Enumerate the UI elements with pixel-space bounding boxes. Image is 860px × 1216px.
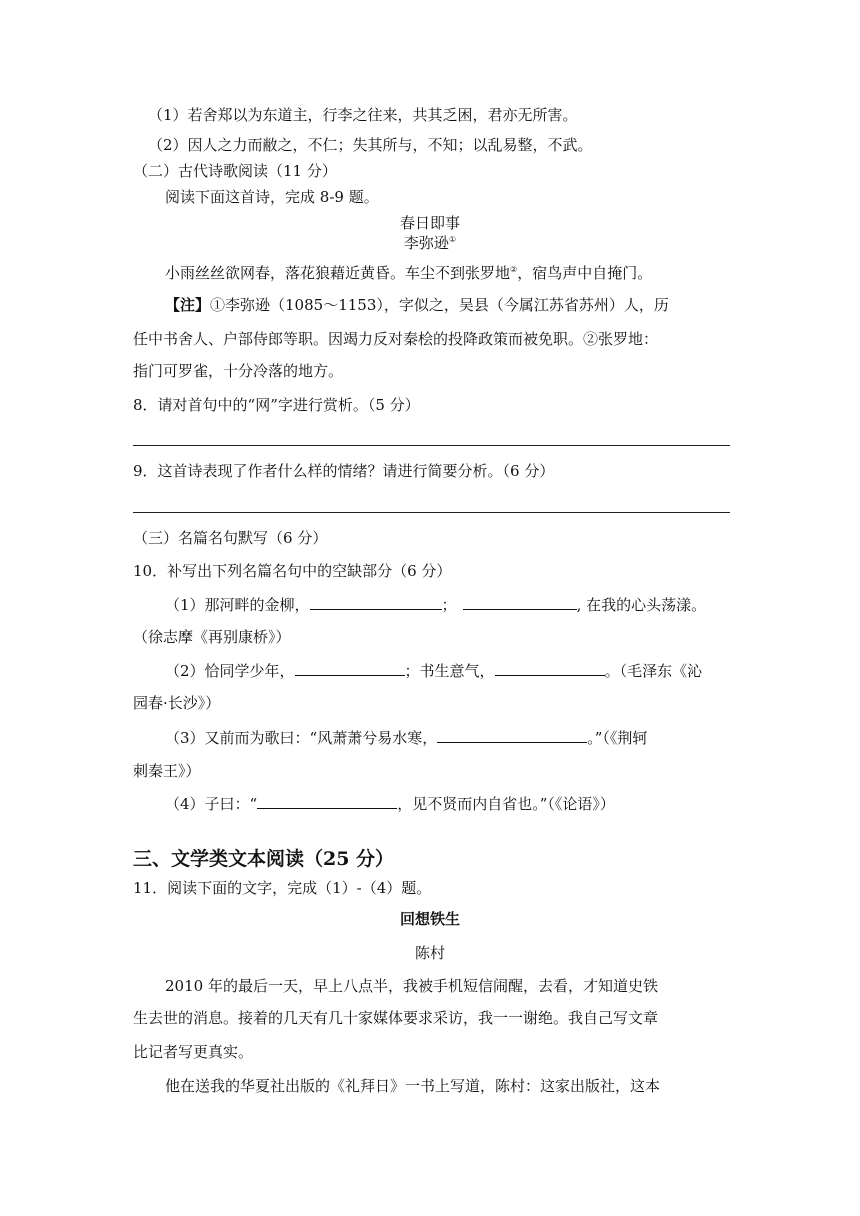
item1-sep: ； [441, 596, 457, 614]
translation-item-2: （2）因人之力而敝之，不仁；失其所与，不知；以乱易整，不武。 [148, 136, 593, 154]
answer-line-q9[interactable] [133, 512, 730, 513]
answer-line-q8[interactable] [133, 445, 730, 446]
footnote-marker-2: ② [510, 265, 518, 274]
blank-1b[interactable] [463, 595, 577, 610]
blank-3[interactable] [437, 728, 587, 743]
item2-suffix: 。（毛泽东《沁 [604, 662, 703, 680]
note-text-1: ①李弥逊（1085～1153），字似之，吴县（今属江苏省苏州）人，历 [210, 296, 669, 314]
recitation-item-2 [165, 660, 702, 682]
recitation-item-3 [165, 727, 647, 749]
paragraph-1-line-2: 生去世的消息。接着的几天有几十家媒体要求采访，我一一谢绝。我自己写文章 [133, 1009, 659, 1027]
item4-prefix: （4）子曰：“ [165, 795, 258, 813]
paragraph-1-line-3: 比记者写更真实。 [133, 1043, 254, 1061]
item3-source: 刺秦王》） [133, 762, 201, 780]
question-11: 11．阅读下面的文字，完成（1）-（4）题。 [133, 879, 432, 897]
item2-source: 园春·长沙》） [133, 694, 221, 712]
blank-2a[interactable] [295, 661, 405, 676]
question-8: 8．请对首句中的“网”字进行赏析。（5 分） [133, 396, 420, 414]
poem-author-name: 李弥逊 [403, 234, 449, 252]
recitation-item-1 [165, 594, 706, 616]
article-title: 回想铁生 [399, 910, 460, 928]
note-label: 【注】 [165, 296, 211, 314]
item3-prefix: （3）又前而为歌曰：“风萧萧兮易水寒， [165, 729, 438, 747]
poem-title: 春日即事 [399, 214, 460, 232]
poetry-instruction: 阅读下面这首诗，完成 8-9 题。 [165, 188, 379, 206]
blank-1a[interactable] [310, 595, 442, 610]
poem-line-b: ，宿鸟声中自掩门。 [517, 264, 653, 282]
blank-2b[interactable] [495, 661, 605, 676]
poem-note-line-3: 指门可罗雀，十分冷落的地方。 [133, 362, 344, 380]
poem-line-a: 小雨丝丝欲网春，落花狼藉近黄昏。车尘不到张罗地 [165, 264, 511, 282]
recitation-section-title: （三）名篇名句默写（6 分） [133, 529, 328, 547]
recitation-item-4 [165, 793, 615, 815]
item4-suffix: ，见不贤而内自省也。”（《论语》） [397, 795, 615, 813]
question-10: 10．补写出下列名篇名句中的空缺部分（6 分） [133, 562, 452, 580]
blank-4[interactable] [257, 794, 397, 809]
article-author: 陈村 [414, 944, 445, 962]
poem-note-line-1 [165, 294, 669, 316]
item2-mid: ；书生意气， [404, 662, 495, 680]
literary-section-title: 三、文学类文本阅读（25 分） [133, 848, 395, 870]
question-9: 9．这首诗表现了作者什么样的情绪？请进行简要分析。（6 分） [133, 462, 555, 480]
poem-text [165, 262, 652, 284]
poem-author [0, 232, 860, 254]
item1-suffix: , 在我的心头荡漾。 [576, 596, 707, 614]
poem-note-line-2: 任中书舍人、户部侍郎等职。因竭力反对秦桧的投降政策而被免职。②张罗地： [133, 330, 659, 348]
item1-prefix: （1）那河畔的金柳， [165, 596, 310, 614]
item2-prefix: （2）恰同学少年， [165, 662, 295, 680]
item3-suffix: 。”（《荆轲 [587, 729, 648, 747]
translation-item-1: （1）若舍郑以为东道主，行李之往来，共其乏困，君亦无所害。 [148, 106, 578, 124]
item1-source: （徐志摩《再别康桥》） [133, 628, 291, 646]
footnote-marker-1: ① [448, 235, 457, 244]
paragraph-2-line-1: 他在送我的华夏社出版的《礼拜日》一书上写道，陈村：这家出版社，这本 [165, 1077, 661, 1095]
paragraph-1-line-1: 2010 年的最后一天，早上八点半，我被手机短信闹醒，去看，才知道史铁 [165, 977, 658, 995]
poetry-section-title: （二）古代诗歌阅读（11 分） [133, 162, 337, 180]
